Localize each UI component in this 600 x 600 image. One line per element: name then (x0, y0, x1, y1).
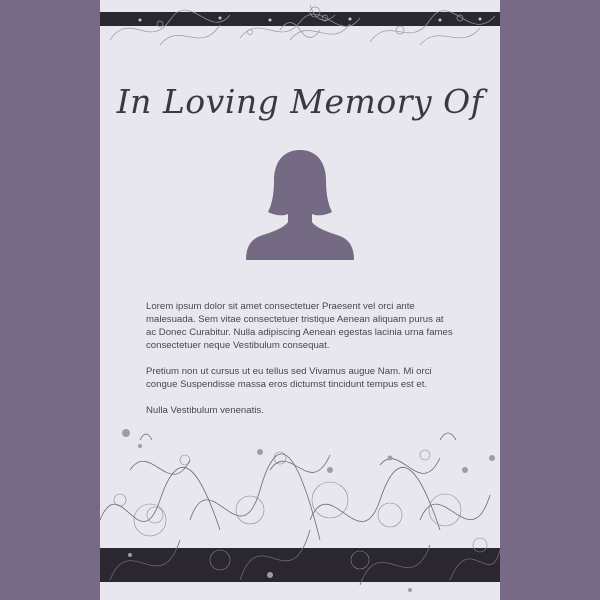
paragraph-2: Pretium non ut cursus ut eu tellus sed Vivamus augue Nam. Mi orci congue Suspendisse massa eros dictumst tincidunt tempus est et. (146, 366, 432, 390)
paragraph-3: Nulla Vestibulum venenatis. (146, 405, 264, 416)
memorial-card (100, 0, 500, 600)
paragraph-1: Lorem ipsum dolor sit amet consectetuer Praesent vel orci ante malesuada. Sem vitae consectetuer tristique Aenean aliquam purus at ac Donec Curabitur. Nulla adipiscing Aenean egestas lacinia urna fames consectetuer neque Vestibulum consequat. (146, 301, 453, 351)
page-title: In Loving Memory Of (116, 82, 484, 121)
bottom-floral-ornament (100, 0, 500, 600)
